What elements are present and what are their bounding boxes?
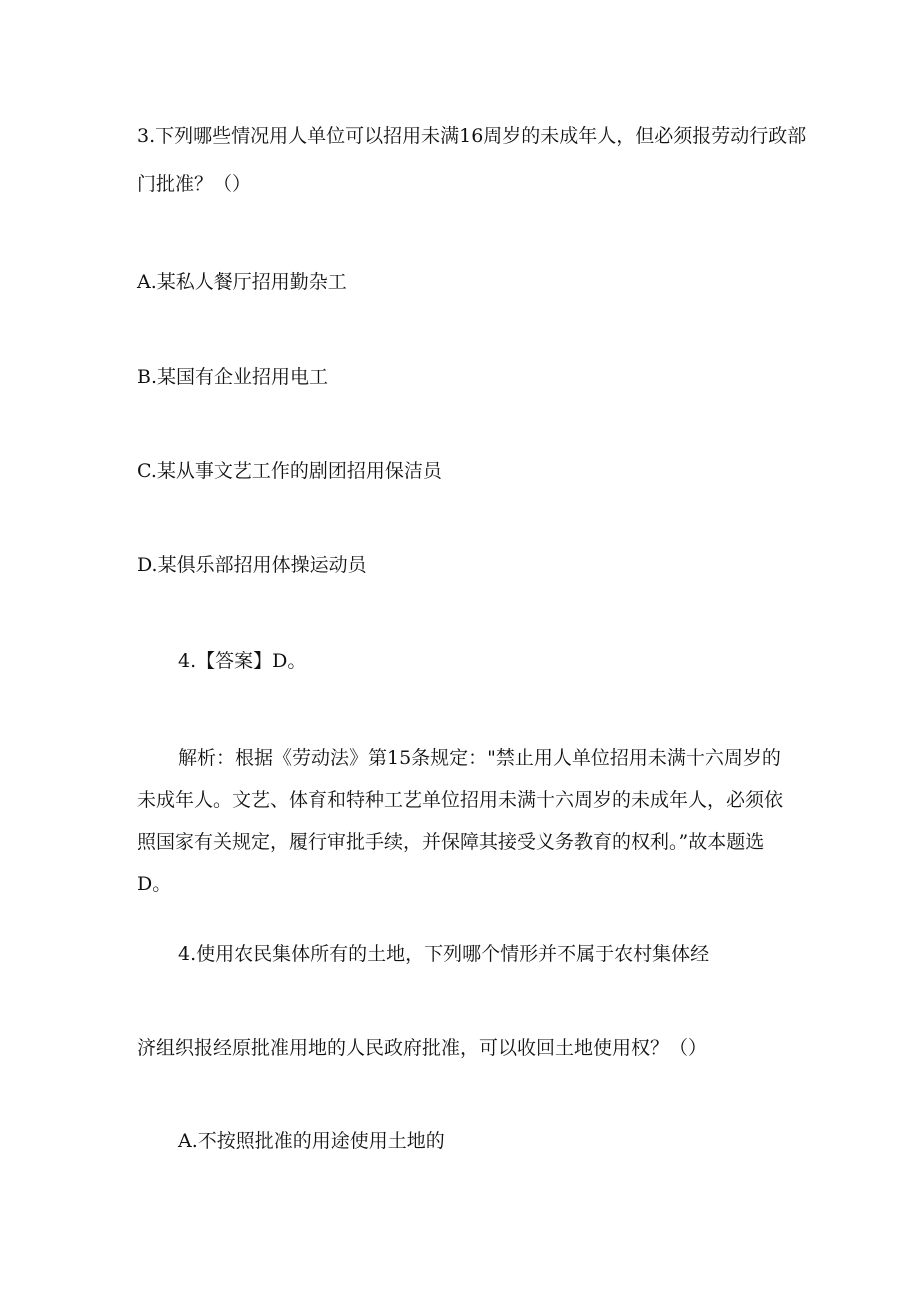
answer-label: 4.【答案】D。 [178, 650, 307, 672]
question-3-text-line-2: 门批准？（） [137, 173, 252, 195]
question-3-option-a: A.某私人餐厅招用勤杂工 [137, 271, 347, 293]
question-3-option-d: D.某俱乐部招用体操运动员 [137, 554, 367, 576]
question-4-text-line-2: 济组织报经原批准用地的人民政府批准，可以收回土地使用权？（） [137, 1037, 708, 1059]
question-3-option-c: C.某从事文艺工作的剧团招用保洁员 [137, 460, 442, 482]
question-3-option-b: B.某国有企业招用电工 [137, 366, 329, 388]
question-4-option-a: A.不按照批准的用途使用土地的 [178, 1130, 445, 1152]
answer-explanation: 解析：根据《劳动法》第15条规定："禁止用人单位招用未满十六周岁的未成年人。文艺、体育和特种工艺单位招用未满十六周岁的未成年人，必须依照国家有关规定，履行审批手续，并保障其接受义务教育的权利。”故本题选D。 [137, 747, 784, 895]
question-4-text-line-1: 4.使用农民集体所有的土地，下列哪个情形并不属于农村集体经 [178, 943, 710, 965]
question-3-text-line-1: 3.下列哪些情况用人单位可以招用未满16周岁的未成年人，但必须报劳动行政部 [137, 125, 807, 147]
